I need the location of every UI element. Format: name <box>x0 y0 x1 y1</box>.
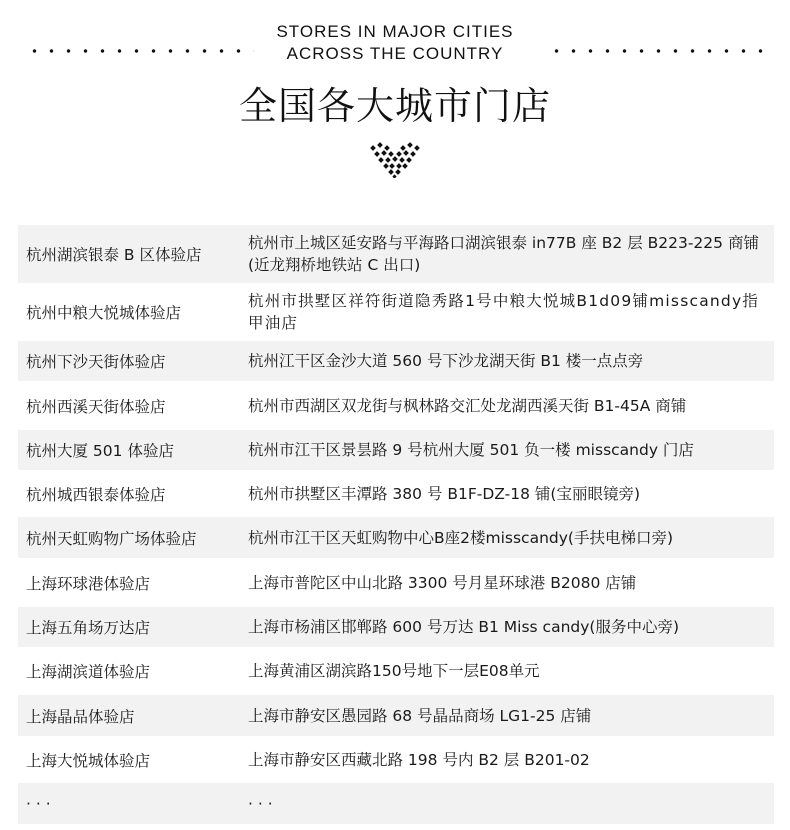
store-address: 杭州市江干区天虹购物中心B座2楼misscandy(手扶电梯口旁) <box>248 528 674 547</box>
store-name: 上海晶品体验店 <box>26 707 135 726</box>
store-name: 上海环球港体验店 <box>26 574 151 593</box>
store-address: 杭州市江干区景昙路 9 号杭州大厦 501 负一楼 misscandy 门店 <box>248 441 694 459</box>
store-address: 杭州市上城区延安路与平海路口湖滨银泰 in77B 座 B2 层 B223-225 商铺(近龙翔桥地铁站 C 出口) <box>248 234 759 274</box>
store-name: 上海湖滨道体验店 <box>26 663 151 681</box>
table-row <box>18 783 774 827</box>
table-row <box>18 695 774 739</box>
table-row <box>18 561 774 607</box>
store-address: 上海市普陀区中山北路 3300 号月星环球港 B2080 店铺 <box>248 573 637 592</box>
store-name: 杭州大厦 501 体验店 <box>26 442 174 460</box>
store-address: 杭州江干区金沙大道 560 号下沙龙湖天街 B1 楼一点点旁 <box>248 352 644 370</box>
store-name: 杭州天虹购物广场体验店 <box>26 529 197 548</box>
table-row <box>18 650 774 695</box>
english-title-line-2: ACROSS THE COUNTRY <box>286 44 504 63</box>
store-address: 上海市杨浦区邯郸路 600 号万达 B1 Miss candy(服务中心旁) <box>248 618 679 636</box>
store-name: 上海五角场万达店 <box>26 619 151 637</box>
table-row <box>18 225 774 286</box>
store-name: 杭州中粮大悦城体验店 <box>26 304 182 322</box>
chinese-title: 全国各大城市门店 <box>238 84 551 128</box>
table-row <box>18 341 774 384</box>
store-address: · · · <box>248 794 273 813</box>
table-row <box>18 286 774 341</box>
table-row <box>18 430 774 473</box>
store-name: · · · <box>26 794 51 813</box>
english-title-line-1: STORES IN MAJOR CITIES <box>276 22 514 41</box>
table-row <box>18 739 774 783</box>
store-address: 上海市静安区西藏北路 198 号内 B2 层 B201-02 <box>248 750 590 769</box>
store-address: 上海市静安区愚园路 68 号晶品商场 LG1-25 店铺 <box>248 706 592 725</box>
table-row <box>18 607 774 650</box>
table-row <box>18 517 774 561</box>
dotted-divider-right <box>548 48 770 54</box>
table-row <box>18 473 774 517</box>
store-address: 上海黄浦区湖滨路150号地下一层E08单元 <box>248 662 540 680</box>
store-address: 杭州市拱墅区祥符街道隐秀路1号中粮大悦城B1d09铺misscandy指甲油店 <box>248 292 760 332</box>
heart-dots-icon <box>368 140 422 178</box>
store-name: 杭州城西银泰体验店 <box>26 485 166 504</box>
store-name: 杭州西溪天街体验店 <box>26 397 166 416</box>
store-name: 杭州下沙天街体验店 <box>26 353 166 371</box>
store-name: 上海大悦城体验店 <box>26 751 151 770</box>
store-address: 杭州市拱墅区丰潭路 380 号 B1F-DZ-18 铺(宝丽眼镜旁) <box>248 484 640 503</box>
page-header <box>0 0 790 200</box>
table-row <box>18 384 774 430</box>
store-name: 杭州湖滨银泰 B 区体验店 <box>26 246 202 264</box>
store-table <box>18 225 774 827</box>
store-address: 杭州市西湖区双龙街与枫林路交汇处龙湖西溪天街 B1-45A 商铺 <box>248 396 687 415</box>
